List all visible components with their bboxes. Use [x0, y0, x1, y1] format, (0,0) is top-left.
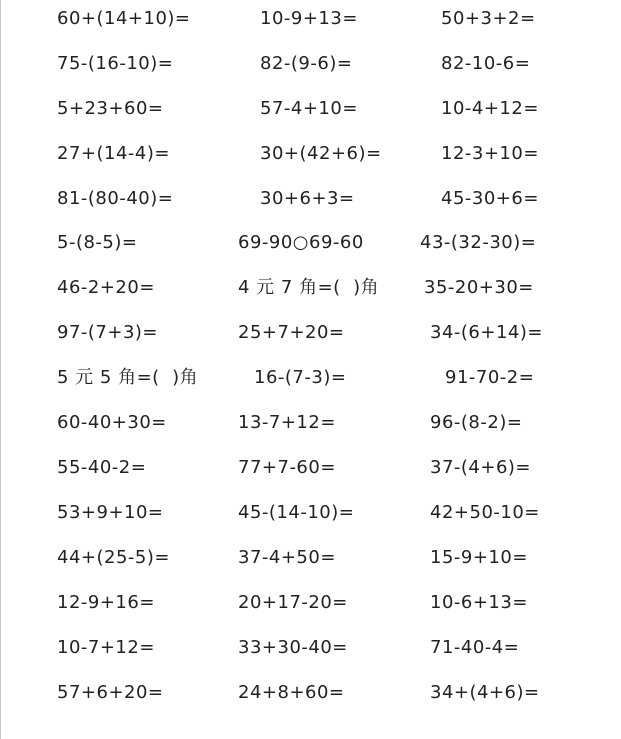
problem: 69-90○69-60	[238, 232, 364, 253]
problem: 34+(4+6)=	[430, 682, 540, 703]
problem: 81-(80-40)=	[57, 188, 174, 209]
problem: 10-6+13=	[430, 592, 528, 613]
problem: 57+6+20=	[57, 682, 164, 703]
problem-row	[0, 94, 621, 124]
problem: 20+17-20=	[238, 592, 348, 613]
problem: 75-(16-10)=	[57, 53, 174, 74]
problem: 44+(25-5)=	[57, 547, 170, 568]
problem: 33+30-40=	[238, 637, 348, 658]
problem: 57-4+10=	[260, 98, 358, 119]
problem: 5+23+60=	[57, 98, 164, 119]
problem: 60-40+30=	[57, 412, 167, 433]
problem-row	[0, 139, 621, 169]
problem: 77+7-60=	[238, 457, 336, 478]
problem: 5 元 5 角=( )角	[57, 367, 199, 388]
problem-row	[0, 633, 621, 663]
problem: 55-40-2=	[57, 457, 147, 478]
problem-row	[0, 408, 621, 438]
problem: 53+9+10=	[57, 502, 164, 523]
problem: 37-4+50=	[238, 547, 336, 568]
problem: 4 元 7 角=( )角	[238, 277, 380, 298]
problem-row	[0, 318, 621, 348]
problem: 37-(4+6)=	[430, 457, 532, 478]
problem: 12-3+10=	[441, 143, 539, 164]
problem: 50+3+2=	[441, 8, 536, 29]
problem: 60+(14+10)=	[57, 8, 191, 29]
problem-row	[0, 453, 621, 483]
problem: 16-(7-3)=	[254, 367, 347, 388]
problem: 45-30+6=	[441, 188, 539, 209]
problem: 10-9+13=	[260, 8, 358, 29]
problem-row	[0, 588, 621, 618]
problem: 45-(14-10)=	[238, 502, 355, 523]
problem: 10-7+12=	[57, 637, 155, 658]
problem: 27+(14-4)=	[57, 143, 170, 164]
problem-row	[0, 678, 621, 708]
problem-row	[0, 49, 621, 79]
problem: 15-9+10=	[430, 547, 528, 568]
problem: 35-20+30=	[424, 277, 534, 298]
problem: 42+50-10=	[430, 502, 540, 523]
problem: 13-7+12=	[238, 412, 336, 433]
problem-row	[0, 363, 621, 393]
problem: 10-4+12=	[441, 98, 539, 119]
problem: 82-10-6=	[441, 53, 531, 74]
problem: 43-(32-30)=	[420, 232, 537, 253]
problem: 91-70-2=	[445, 367, 535, 388]
problem: 30+6+3=	[260, 188, 355, 209]
problem: 97-(7+3)=	[57, 322, 159, 343]
problem-row	[0, 228, 621, 258]
problem: 12-9+16=	[57, 592, 155, 613]
problem-row	[0, 4, 621, 34]
problem: 71-40-4=	[430, 637, 520, 658]
problem: 34-(6+14)=	[430, 322, 543, 343]
problem-row	[0, 543, 621, 573]
problem-row	[0, 498, 621, 528]
problem: 24+8+60=	[238, 682, 345, 703]
problem-row	[0, 273, 621, 303]
problem-row	[0, 184, 621, 214]
problem: 82-(9-6)=	[260, 53, 353, 74]
problem: 5-(8-5)=	[57, 232, 138, 253]
problem: 46-2+20=	[57, 277, 155, 298]
problem: 30+(42+6)=	[260, 143, 382, 164]
problem: 96-(8-2)=	[430, 412, 523, 433]
problem: 25+7+20=	[238, 322, 345, 343]
